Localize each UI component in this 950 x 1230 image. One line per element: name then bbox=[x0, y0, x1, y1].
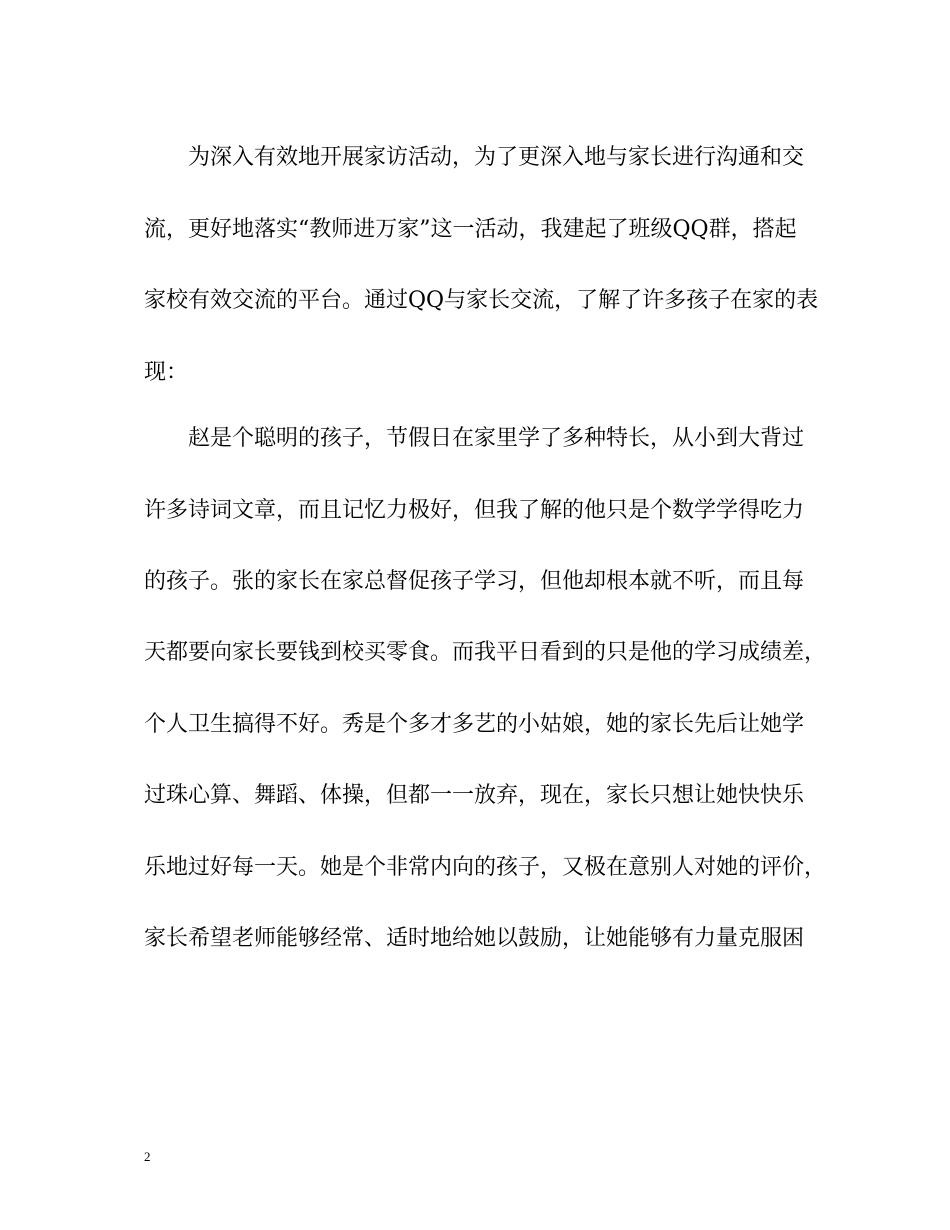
paragraph-2-line-7: 乐地过好每一天。她是个非常内向的孩子，又极在意别人对她的评价， bbox=[144, 855, 827, 880]
paragraph-2-line-4: 天都要向家长要钱到校买零食。而我平日看到的只是他的学习成绩差， bbox=[144, 640, 827, 665]
page-number: 2 bbox=[144, 1149, 151, 1164]
paragraph-2-line-2: 许多诗词文章，而且记忆力极好，但我了解的他只是个数学学得吃力 bbox=[144, 498, 805, 523]
paragraph-1-line-3: 家校有效交流的平台。通过QQ与家长交流，了解了许多孩子在家的表 bbox=[144, 288, 819, 313]
paragraph-1-line-1: 为深入有效地开展家访活动，为了更深入地与家长进行沟通和交 bbox=[188, 145, 805, 170]
paragraph-2-line-6: 过珠心算、舞蹈、体操，但都一一放弃，现在，家长只想让她快快乐 bbox=[144, 783, 805, 808]
paragraph-2-line-5: 个人卫生搞得不好。秀是个多才多艺的小姑娘，她的家长先后让她学 bbox=[144, 712, 805, 737]
paragraph-2-line-1: 赵是个聪明的孩子，节假日在家里学了多种特长，从小到大背过 bbox=[188, 426, 805, 451]
paragraph-1-line-2: 流，更好地落实“教师进万家”这一活动，我建起了班级QQ群，搭起 bbox=[144, 217, 797, 242]
paragraph-2-line-8: 家长希望老师能够经常、适时地给她以鼓励，让她能够有力量克服困 bbox=[144, 926, 805, 951]
paragraph-2-line-3: 的孩子。张的家长在家总督促孩子学习，但他却根本就不听，而且每 bbox=[144, 569, 805, 594]
paragraph-1-line-4: 现： bbox=[144, 360, 189, 385]
